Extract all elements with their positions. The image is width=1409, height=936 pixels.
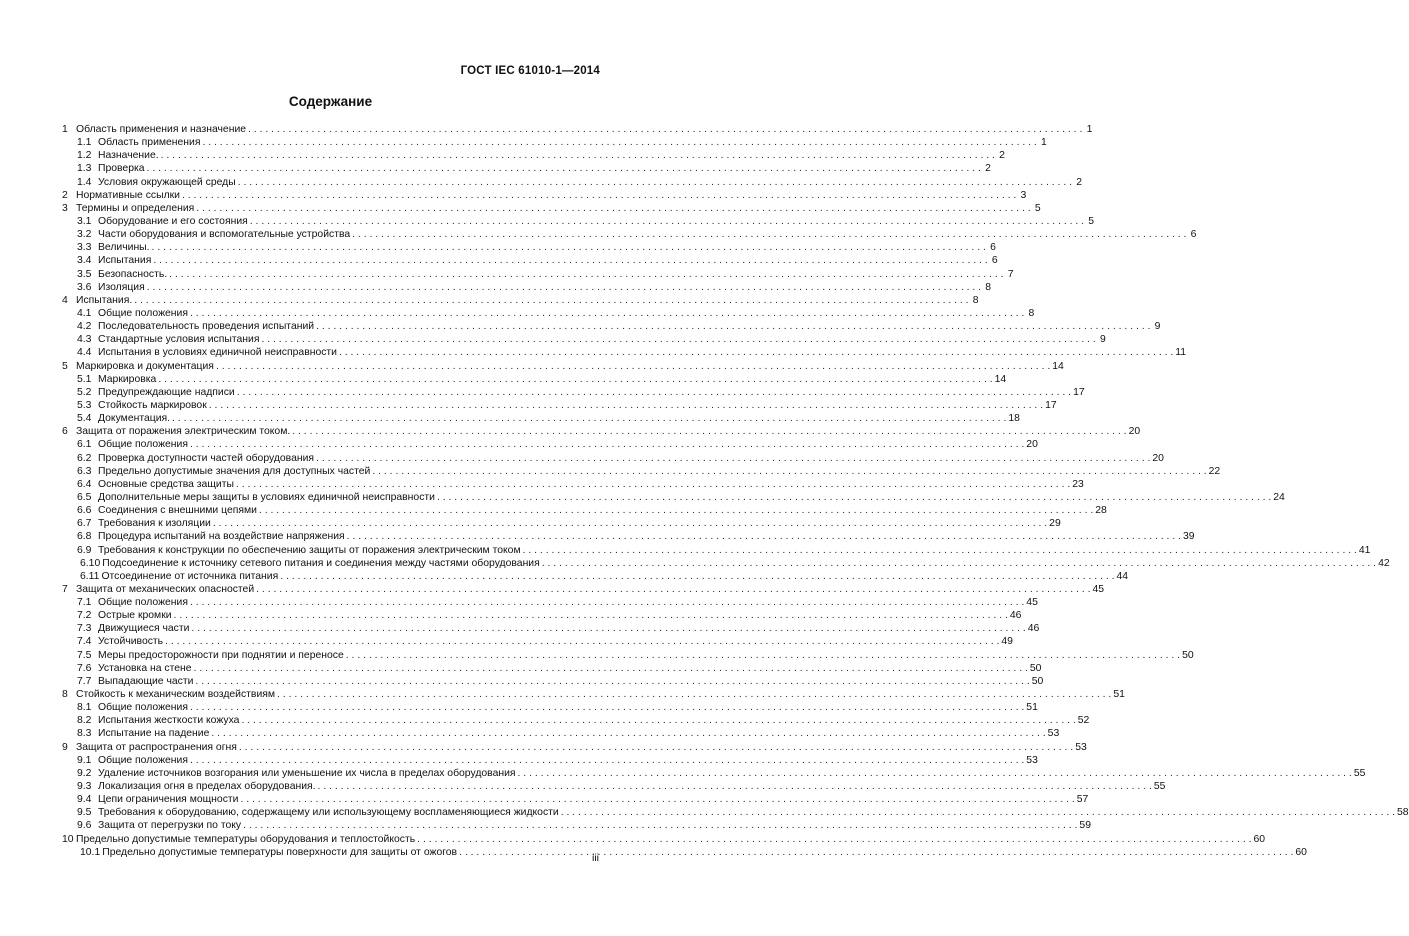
toc-entry-label: Предельно допустимые температуры поверхности для защиты от ожогов <box>102 846 458 858</box>
toc-entry[interactable] <box>62 583 1105 596</box>
toc-entry-number: 8 <box>62 689 68 701</box>
toc-entry-label: Меры предосторожности при поднятии и переносе <box>98 649 344 661</box>
toc-entry-page: 3 <box>1020 189 1027 201</box>
toc-entry-label: Защита от поражения электрическим током. <box>76 426 291 438</box>
toc-entry[interactable] <box>62 241 996 254</box>
dot-leader <box>190 754 1024 767</box>
dot-leader <box>169 268 1003 281</box>
dot-leader <box>174 609 1008 622</box>
toc-entry-label: Основные средства защиты <box>98 478 234 490</box>
dot-leader <box>190 596 1024 609</box>
dot-leader <box>195 675 1029 688</box>
toc-entry-page: 45 <box>1092 583 1105 595</box>
toc-entry-page: 45 <box>1026 597 1038 609</box>
toc-entry-page: 1 <box>1041 137 1047 149</box>
dot-leader <box>202 136 1036 149</box>
toc-entry-number: 5.4 <box>77 413 92 425</box>
toc-entry-number: 6.11 <box>80 570 100 582</box>
toc-entry-number: 9.5 <box>77 807 92 819</box>
toc-entry[interactable] <box>62 819 1091 832</box>
toc-entry[interactable] <box>62 675 1044 688</box>
toc-entry-page: 9 <box>1154 321 1161 333</box>
toc-entry-label: Маркировка <box>98 373 157 385</box>
toc-entry-number: 4.3 <box>77 334 92 346</box>
toc-entry-page: 17 <box>1045 399 1057 411</box>
dot-leader <box>459 846 1293 859</box>
toc-entry-label: Удаление источников возгорания или уменьшение их числа в пределах оборудования <box>98 767 516 779</box>
toc-entry-number: 8.1 <box>77 702 92 714</box>
dot-leader <box>240 793 1074 806</box>
dot-leader <box>316 452 1150 465</box>
toc-entry-number: 3 <box>62 202 68 214</box>
toc-entry-page: 6 <box>1190 229 1197 241</box>
toc-entry-label: Оборудование и его состояния <box>98 215 248 227</box>
toc-entry-label: Локализация огня в пределах оборудования. <box>98 781 316 793</box>
toc-entry-number: 1.2 <box>77 150 92 162</box>
toc-entry-label: Защита от механических опасностей <box>76 583 255 595</box>
toc-entry-label: Изоляция <box>98 281 145 293</box>
toc-entry-page: 39 <box>1182 531 1195 543</box>
toc-entry-number: 7 <box>62 583 68 595</box>
toc-entry-label: Нормативные ссылки <box>76 189 180 201</box>
toc-entry-label: Общие положения <box>98 307 188 319</box>
toc-entry-label: Последовательность проведения испытаний <box>98 321 315 333</box>
dot-leader <box>236 478 1070 491</box>
toc-entry-number: 4 <box>62 294 68 306</box>
toc-entry-label: Требования к изоляции <box>98 518 211 530</box>
dot-leader <box>165 635 999 648</box>
toc-entry-page: 44 <box>1116 570 1129 582</box>
dot-leader <box>261 333 1095 346</box>
toc-entry-label: Защита от распространения огня <box>76 741 237 753</box>
toc-entry-number: 2 <box>62 189 68 201</box>
toc-entry-number: 3.4 <box>77 255 92 267</box>
toc-entry[interactable] <box>62 281 992 294</box>
toc-entry[interactable] <box>62 360 1064 373</box>
toc-entry[interactable] <box>62 806 1409 819</box>
toc-entry-number: 6.2 <box>77 452 92 464</box>
toc-entry-label: Общие положения <box>98 439 188 451</box>
toc-entry[interactable] <box>62 228 1197 241</box>
toc-entry[interactable] <box>62 136 1047 149</box>
toc-entry[interactable] <box>62 123 1093 136</box>
dot-leader <box>216 360 1050 373</box>
toc-entry[interactable] <box>62 530 1195 543</box>
toc-entry-number: 7.5 <box>77 649 92 661</box>
toc-entry[interactable] <box>62 176 1082 189</box>
toc-entry-label: Термины и определения <box>76 202 195 214</box>
dot-leader <box>259 504 1093 517</box>
toc-entry[interactable] <box>62 491 1285 504</box>
toc-entry[interactable] <box>62 570 1129 583</box>
toc-entry[interactable] <box>62 189 1027 202</box>
toc-entry[interactable] <box>62 162 991 175</box>
toc-entry-number: 6.1 <box>77 439 92 451</box>
toc-entry-number: 8.3 <box>77 728 92 740</box>
toc-entry-label: Соединения с внешними цепями <box>98 505 257 517</box>
toc-entry[interactable] <box>62 268 1014 281</box>
toc-entry-page: 2 <box>1076 176 1082 188</box>
dot-leader <box>196 202 1030 215</box>
toc-entry-page: 5 <box>1034 202 1041 214</box>
toc-entry-number: 7.2 <box>77 610 92 622</box>
toc-entry[interactable] <box>62 346 1187 359</box>
dot-leader <box>182 189 1016 202</box>
toc-entry-page: 14 <box>994 373 1007 385</box>
dot-leader <box>161 149 995 162</box>
toc-entry-page: 60 <box>1295 846 1307 858</box>
toc-entry-number: 6.3 <box>77 465 92 477</box>
toc-entry-number: 4.4 <box>77 347 92 359</box>
toc-entry-page: 49 <box>1001 636 1013 648</box>
document-code: ГОСТ IEC 61010-1—2014 <box>460 65 600 77</box>
toc-entry-label: Дополнительные меры защиты в условиях единичной неисправности <box>98 491 435 503</box>
toc-entry-number: 5.3 <box>77 399 92 411</box>
toc-entry-page: 52 <box>1077 715 1090 727</box>
toc-entry-label: Проверка доступности частей оборудования <box>98 452 315 464</box>
toc-entry[interactable] <box>62 425 1141 438</box>
toc-entry-number: 5.1 <box>77 373 92 385</box>
toc-entry-page: 50 <box>1029 662 1042 674</box>
toc-entry[interactable] <box>62 609 1022 622</box>
toc-entry-number: 6.4 <box>77 478 92 490</box>
dot-leader <box>318 780 1152 793</box>
toc-entry-page: 29 <box>1049 518 1061 530</box>
toc-entry-label: Устойчивость <box>98 636 164 648</box>
toc-entry-label: Испытания жесткости кожуха <box>98 715 240 727</box>
toc-entry-label: Стойкость маркировок <box>98 399 207 411</box>
toc-entry-page: 60 <box>1253 833 1266 845</box>
toc-entry-number: 7.3 <box>77 623 92 635</box>
toc-entry[interactable] <box>62 254 998 267</box>
dot-leader <box>209 399 1043 412</box>
dot-leader <box>238 176 1072 189</box>
toc-entry-number: 5 <box>62 360 68 372</box>
toc-entry[interactable] <box>62 846 1307 859</box>
toc-entry-number: 7.1 <box>77 597 92 609</box>
toc-entry-page: 2 <box>999 150 1005 162</box>
toc-entry-number: 3.3 <box>77 242 92 254</box>
dot-leader <box>256 583 1090 596</box>
dot-leader <box>172 412 1006 425</box>
toc-entry-page: 50 <box>1031 675 1044 687</box>
toc-entry-number: 6 <box>62 426 68 438</box>
dot-leader <box>134 294 968 307</box>
dot-leader <box>417 833 1251 846</box>
dot-leader <box>347 530 1181 543</box>
toc-entry-number: 3.2 <box>77 229 92 241</box>
toc-entry[interactable] <box>62 622 1040 635</box>
toc-entry-label: Испытания <box>98 255 152 267</box>
toc-entry-label: Назначение. <box>98 150 159 162</box>
dot-leader <box>213 517 1047 530</box>
toc-entry-label: Острые кромки <box>98 610 172 622</box>
toc-entry-page: 8 <box>985 281 992 293</box>
toc-entry-page: 11 <box>1175 347 1187 359</box>
dot-leader <box>339 346 1173 359</box>
toc-entry-number: 3.6 <box>77 281 92 293</box>
toc-entry[interactable] <box>62 399 1057 412</box>
dot-leader <box>372 465 1206 478</box>
toc-entry-label: Общие положения <box>98 597 188 609</box>
dot-leader <box>352 228 1186 241</box>
toc-entry-page: 18 <box>1008 413 1020 425</box>
toc-entry-number: 1.4 <box>77 176 92 188</box>
toc-entry-number: 6.5 <box>77 491 92 503</box>
toc-entry-label: Предельно допустимые температуры оборудования и теплостойкость <box>76 833 416 845</box>
toc-entry-number: 4.1 <box>77 307 92 319</box>
toc-entry-label: Стойкость к механическим воздействиям <box>76 689 276 701</box>
toc-entry-page: 22 <box>1208 465 1221 477</box>
dot-leader <box>190 438 1024 451</box>
dot-leader <box>542 557 1376 570</box>
toc-entry-number: 4.2 <box>77 321 92 333</box>
toc-entry-page: 20 <box>1152 452 1164 464</box>
toc-entry[interactable] <box>62 701 1038 714</box>
toc-entry-page: 51 <box>1026 702 1038 714</box>
toc-entry-label: Предельно допустимые значения для доступных частей <box>98 465 371 477</box>
toc-entry-label: Цепи ограничения мощности <box>98 794 239 806</box>
toc-entry-number: 3.5 <box>77 268 92 280</box>
toc-entry-page: 8 <box>1028 307 1035 319</box>
toc-entry-number: 9.4 <box>77 794 92 806</box>
toc-entry[interactable] <box>62 649 1194 662</box>
toc-entry[interactable] <box>62 373 1007 386</box>
dot-leader <box>158 373 992 386</box>
toc-entry[interactable] <box>62 333 1106 346</box>
toc-entry[interactable] <box>62 517 1061 530</box>
toc-entry-label: Испытания в условиях единичной неисправности <box>98 347 337 359</box>
dot-leader <box>147 162 981 175</box>
toc-entry-number: 5.2 <box>77 386 92 398</box>
dot-leader <box>237 386 1071 399</box>
dot-leader <box>211 727 1045 740</box>
toc-entry-page: 46 <box>1027 623 1040 635</box>
toc-entry-number: 7.7 <box>77 675 92 687</box>
dot-leader <box>248 123 1082 136</box>
toc-entry-number: 9.3 <box>77 781 92 793</box>
toc-entry-number: 1 <box>62 124 68 135</box>
table-of-contents <box>62 123 1409 859</box>
toc-entry-page: 20 <box>1026 439 1038 451</box>
dot-leader <box>190 307 1024 320</box>
toc-entry-page: 53 <box>1075 741 1087 753</box>
toc-entry-label: Предупреждающие надписи <box>98 386 235 398</box>
dot-leader <box>153 254 987 267</box>
dot-leader <box>523 544 1357 557</box>
toc-entry-label: Требования к оборудованию, содержащему или использующему воспламеняющиеся жидкости <box>98 807 559 819</box>
dot-leader <box>243 819 1077 832</box>
dot-leader <box>316 320 1150 333</box>
toc-entry-page: 50 <box>1182 649 1194 661</box>
toc-entry-number: 3.1 <box>77 215 92 227</box>
toc-entry-number: 7.6 <box>77 662 92 674</box>
dot-leader <box>241 714 1075 727</box>
toc-entry[interactable] <box>62 688 1125 701</box>
toc-entry[interactable] <box>62 320 1161 333</box>
dot-leader <box>190 701 1024 714</box>
dot-leader <box>152 241 986 254</box>
toc-entry-label: Испытание на падение <box>98 728 210 740</box>
toc-entry[interactable] <box>62 714 1090 727</box>
toc-entry[interactable] <box>62 465 1221 478</box>
toc-entry[interactable] <box>62 767 1366 780</box>
dot-leader <box>518 767 1352 780</box>
toc-entry-label: Область применения <box>98 137 201 149</box>
toc-entry-number: 6.6 <box>77 505 92 517</box>
toc-entry-label: Установка на стене <box>98 662 192 674</box>
toc-entry-label: Величины. <box>98 242 150 254</box>
toc-entry-page: 53 <box>1026 754 1038 766</box>
toc-entry-page: 7 <box>1007 268 1014 280</box>
toc-entry[interactable] <box>62 754 1038 767</box>
toc-entry-page: 17 <box>1073 386 1085 398</box>
toc-entry-page: 59 <box>1079 820 1091 832</box>
toc-entry-label: Процедура испытаний на воздействие напряжения <box>98 531 345 543</box>
toc-entry-number: 6.7 <box>77 518 92 530</box>
toc-entry-label: Общие положения <box>98 702 188 714</box>
toc-entry[interactable] <box>62 215 1095 228</box>
toc-entry[interactable] <box>62 294 979 307</box>
toc-entry-label: Движущиеся части <box>98 623 190 635</box>
toc-entry-page: 6 <box>991 255 998 267</box>
toc-entry-page: 8 <box>972 294 979 306</box>
dot-leader <box>437 491 1271 504</box>
toc-entry-number: 1.3 <box>77 163 92 175</box>
toc-entry-page: 46 <box>1009 610 1022 622</box>
toc-entry-number: 6.9 <box>77 544 92 556</box>
toc-entry[interactable] <box>62 202 1041 215</box>
toc-entry[interactable] <box>62 741 1087 754</box>
toc-entry-number: 1.1 <box>77 137 92 149</box>
dot-leader <box>191 622 1025 635</box>
dot-leader <box>292 425 1126 438</box>
page-number: iii <box>592 852 599 864</box>
toc-entry-label: Отсоединение от источника питания <box>101 570 279 582</box>
toc-entry-label: Части оборудования и вспомогательные устройства <box>98 229 351 241</box>
toc-entry-page: 41 <box>1358 544 1371 556</box>
toc-entry-page: 42 <box>1378 557 1390 569</box>
toc-entry-number: 7.4 <box>77 636 92 648</box>
toc-entry-label: Выпадающие части <box>98 675 194 687</box>
toc-entry-page: 14 <box>1052 360 1064 372</box>
toc-entry-number: 6.10 <box>80 557 101 569</box>
toc-entry[interactable] <box>62 386 1085 399</box>
toc-entry-label: Безопасность. <box>98 268 168 280</box>
toc-entry-label: Документация. <box>98 413 171 425</box>
toc-entry-number: 9 <box>62 741 68 753</box>
toc-entry-number: 6.8 <box>77 531 92 543</box>
toc-entry-page: 55 <box>1353 767 1366 779</box>
toc-entry-page: 24 <box>1273 491 1285 503</box>
dot-leader <box>239 741 1073 754</box>
toc-entry-page: 23 <box>1072 478 1084 490</box>
toc-entry[interactable] <box>62 504 1107 517</box>
dot-leader <box>561 806 1395 819</box>
toc-entry[interactable] <box>62 557 1390 570</box>
toc-entry-label: Область применения и назначение <box>76 124 247 135</box>
toc-entry-number: 10.1 <box>80 846 101 858</box>
toc-entry-number: 9.6 <box>77 820 92 832</box>
toc-entry[interactable] <box>62 833 1266 846</box>
dot-leader <box>147 281 981 294</box>
toc-entry[interactable] <box>62 544 1371 557</box>
toc-entry-label: Защита от перегрузки по току <box>98 820 242 832</box>
toc-entry-label: Требования к конструкции по обеспечению защиты от поражения электрическим током <box>98 544 521 556</box>
toc-entry[interactable] <box>62 635 1013 648</box>
toc-entry[interactable] <box>62 412 1020 425</box>
toc-entry-page: 2 <box>985 163 991 175</box>
dot-leader <box>280 570 1114 583</box>
toc-entry-label: Испытания. <box>76 294 133 306</box>
dot-leader <box>346 649 1180 662</box>
dot-leader <box>194 662 1028 675</box>
dot-leader <box>250 215 1084 228</box>
toc-entry-number: 10 <box>62 833 74 845</box>
toc-entry[interactable] <box>62 662 1042 675</box>
toc-entry-label: Условия окружающей среды <box>98 176 236 188</box>
toc-entry[interactable] <box>62 793 1089 806</box>
toc-entry-page: 5 <box>1088 215 1095 227</box>
toc-entry[interactable] <box>62 452 1164 465</box>
page-title: Содержание <box>288 94 373 109</box>
toc-entry-label: Общие положения <box>98 754 188 766</box>
toc-entry[interactable] <box>62 596 1038 609</box>
toc-entry-number: 8.2 <box>77 715 92 727</box>
toc-entry-page: 9 <box>1099 334 1106 346</box>
toc-entry[interactable] <box>62 780 1166 793</box>
toc-entry-label: Стандартные условия испытания <box>98 334 260 346</box>
toc-entry-label: Маркировка и документация <box>76 360 214 372</box>
toc-entry-page: 51 <box>1113 689 1125 701</box>
dot-leader <box>277 688 1111 701</box>
toc-entry-page: 28 <box>1095 505 1107 517</box>
toc-entry-page: 58 <box>1397 807 1409 819</box>
toc-entry-page: 53 <box>1047 728 1060 740</box>
toc-entry-page: 6 <box>990 242 996 254</box>
toc-entry-page: 20 <box>1128 426 1141 438</box>
toc-entry-page: 55 <box>1153 781 1166 793</box>
toc-entry-label: Проверка <box>98 163 145 175</box>
toc-entry[interactable] <box>62 478 1084 491</box>
toc-entry-number: 9.1 <box>77 754 92 766</box>
toc-entry-page: 57 <box>1076 794 1089 806</box>
toc-entry-page: 1 <box>1086 124 1093 135</box>
toc-entry[interactable] <box>62 149 1005 162</box>
toc-entry[interactable] <box>62 307 1035 320</box>
toc-entry-label: Подсоединение к источнику сетевого питания и соединения между частями оборудования <box>102 557 540 569</box>
toc-entry[interactable] <box>62 438 1038 451</box>
toc-entry-number: 9.2 <box>77 767 92 779</box>
toc-entry[interactable] <box>62 727 1060 740</box>
